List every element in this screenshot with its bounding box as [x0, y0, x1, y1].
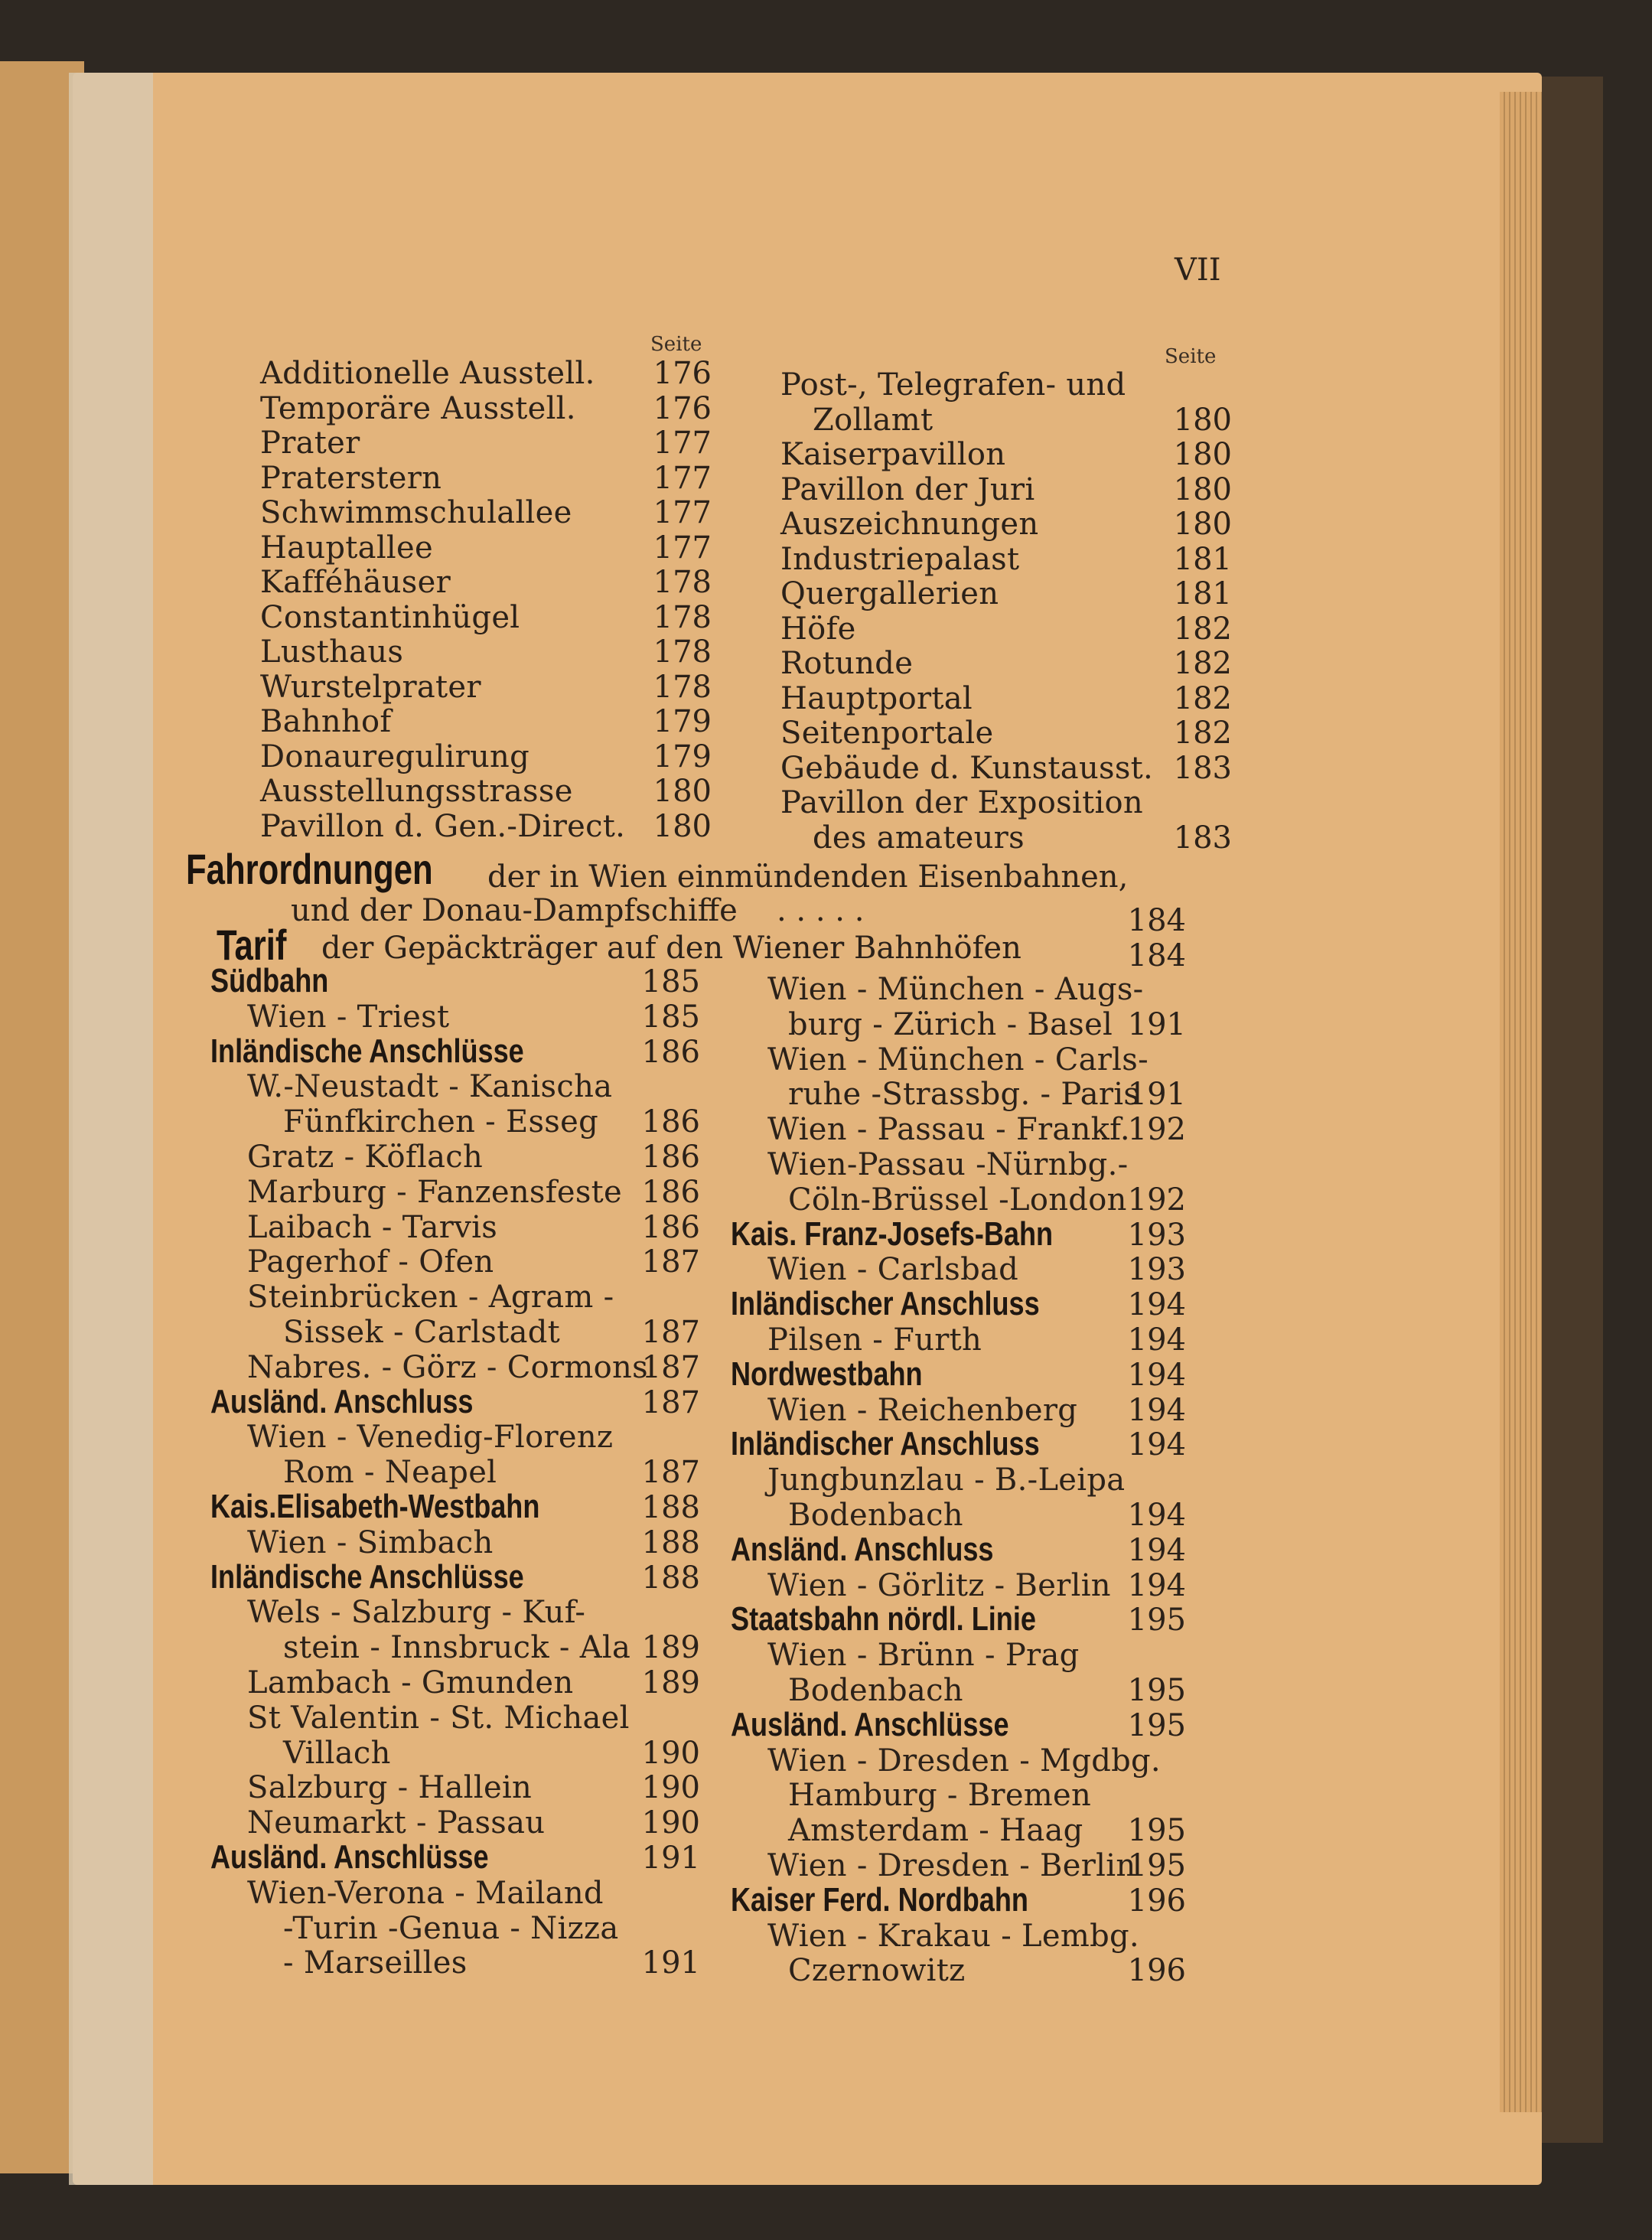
right-top-entry-label: Hauptportal: [780, 680, 973, 716]
left-top-entry-label: Ausstellungsstrasse: [260, 774, 573, 809]
right-bottom-entry-label: burg - Zürich - Basel: [788, 1006, 1113, 1042]
left-top-entry-label: Schwimmschulallee: [260, 495, 572, 530]
left-bottom-entry-label: -Turin -Genua - Nizza: [283, 1910, 619, 1946]
left-bottom-entry-label: Ausländ. Anschluss: [210, 1382, 474, 1420]
right-bottom-entry-label: Ausländ. Anschlüsse: [731, 1705, 1009, 1743]
left-top-entry-page: 178: [653, 669, 712, 705]
left-bottom-entry-page: 189: [641, 1630, 700, 1666]
left-bottom-entry-label: Neumarkt - Passau: [247, 1805, 546, 1841]
tarif-page: 184: [1127, 938, 1186, 973]
left-top-entry-page: 177: [653, 426, 712, 461]
right-top-entry-label: Zollamt: [813, 402, 934, 438]
right-top-entry-label: Pavillon der Exposition: [780, 785, 1143, 820]
right-bottom-entry-page: 195: [1127, 1673, 1186, 1708]
left-top-entry-label: Praterstern: [260, 460, 442, 496]
right-bottom-entry-label: Cöln-Brüssel -London: [788, 1182, 1127, 1218]
fahrordnungen-line1: der in Wien einmündenden Eisenbahnen,: [487, 859, 1129, 895]
left-bottom-entry-page: 187: [641, 1315, 700, 1350]
right-bottom-entry-page: 196: [1127, 1953, 1186, 1989]
left-bottom-entry-page: 185: [641, 999, 700, 1035]
right-top-entry-label: Post-, Telegrafen- und: [780, 367, 1126, 403]
right-bottom-entry-label: Bodenbach: [788, 1498, 963, 1533]
left-bottom-entry-page: 190: [641, 1735, 700, 1771]
left-bottom-entry-label: Inländische Anschlüsse: [210, 1557, 524, 1596]
right-bottom-entry-page: 192: [1127, 1182, 1186, 1218]
left-bottom-entry-page: 191: [641, 1945, 700, 1981]
fahrordnungen-line2: und der Donau-Dampfschiffe: [291, 893, 738, 928]
left-top-entry-page: 178: [653, 565, 712, 600]
left-bottom-entry-page: 187: [641, 1349, 700, 1385]
left-top-entry-label: Pavillon d. Gen.-Direct.: [260, 808, 626, 844]
right-bottom-entry-label: Wien - München - Augs-: [767, 972, 1144, 1007]
left-bottom-entry-label: Südbahn: [210, 962, 329, 999]
left-bottom-entry-label: Inländische Anschlüsse: [210, 1032, 524, 1070]
left-bottom-entry-label: Ausländ. Anschlüsse: [210, 1838, 489, 1876]
left-bottom-entry-label: Lambach - Gmunden: [247, 1665, 574, 1700]
right-top-entry-page: 180: [1173, 437, 1232, 472]
right-bottom-entry-page: 194: [1127, 1287, 1186, 1323]
right-bottom-entry-page: 193: [1127, 1252, 1186, 1288]
left-bottom-entry-page: 186: [641, 1034, 700, 1070]
left-bottom-entry-page: 186: [641, 1140, 700, 1175]
left-bottom-entry-page: 189: [641, 1665, 700, 1700]
right-cover-edge: [1542, 77, 1603, 2143]
right-bottom-entry-page: 194: [1127, 1498, 1186, 1533]
right-bottom-entry-page: 194: [1127, 1532, 1186, 1568]
right-bottom-entry-page: 196: [1127, 1883, 1186, 1919]
right-bottom-entry-page: 195: [1127, 1603, 1186, 1638]
right-bottom-entry-label: Inländischer Anschluss: [731, 1425, 1040, 1463]
right-top-entry-page: 182: [1173, 716, 1232, 751]
right-top-entry-page: 181: [1173, 541, 1232, 577]
left-top-entry-page: 177: [653, 495, 712, 530]
right-bottom-entry-label: Wien - Passau - Frankf.: [767, 1112, 1130, 1148]
left-bottom-entry-page: 187: [641, 1244, 700, 1280]
right-top-entry-page: 183: [1173, 820, 1232, 856]
right-bottom-entry-page: 191: [1127, 1006, 1186, 1042]
right-top-entry-label: Höfe: [780, 611, 856, 647]
right-top-entry-label: Auszeichnungen: [780, 507, 1039, 542]
right-top-entry-label: Gebäude d. Kunstausst.: [780, 750, 1154, 786]
left-top-entry-page: 176: [653, 356, 712, 391]
right-top-entry-label: Seitenportale: [780, 716, 994, 751]
right-bottom-entry-label: Pilsen - Furth: [767, 1322, 982, 1358]
left-bottom-entry-label: Nabres. - Görz - Cormons: [247, 1349, 648, 1385]
right-bottom-entry-page: 194: [1127, 1427, 1186, 1463]
right-bottom-entry-page: 194: [1127, 1322, 1186, 1358]
right-bottom-entry-page: 194: [1127, 1567, 1186, 1603]
right-top-entry-label: Quergallerien: [780, 576, 999, 611]
right-bottom-entry-page: 192: [1127, 1112, 1186, 1148]
left-bottom-entry-page: 190: [641, 1805, 700, 1841]
right-bottom-entry-label: Kais. Franz-Josefs-Bahn: [731, 1215, 1054, 1253]
right-top-entry-label: des amateurs: [813, 820, 1025, 856]
left-top-entry-page: 177: [653, 460, 712, 496]
spine-strip: [69, 73, 153, 2185]
right-bottom-entry-label: ruhe -Strassbg. - Paris: [788, 1077, 1140, 1113]
left-bottom-entry-label: Laibach - Tarvis: [247, 1209, 498, 1245]
left-bottom-entry-label: Wels - Salzburg - Kuf-: [247, 1595, 586, 1631]
right-top-entry-page: 183: [1173, 750, 1232, 786]
right-bottom-entry-label: Wien - München - Carls-: [767, 1042, 1149, 1078]
right-bottom-entry-page: 195: [1127, 1848, 1186, 1883]
right-top-entry-label: Industriepalast: [780, 541, 1020, 577]
left-bottom-entry-page: 190: [641, 1770, 700, 1806]
left-top-entry-page: 179: [653, 739, 712, 774]
right-bottom-entry-label: Kaiser Ferd. Nordbahn: [731, 1880, 1028, 1919]
left-top-entry-page: 176: [653, 390, 712, 426]
left-bottom-entry-page: 187: [641, 1455, 700, 1491]
left-top-entry-page: 178: [653, 599, 712, 635]
left-bottom-entry-label: Wien - Simbach: [247, 1524, 494, 1560]
right-bottom-entry-label: Wien - Dresden - Berlin: [767, 1848, 1136, 1883]
left-top-entry-label: Wurstelprater: [260, 669, 481, 705]
left-top-entry-page: 180: [653, 808, 712, 844]
right-bottom-entry-label: Nordwestbahn: [731, 1355, 923, 1393]
left-bottom-entry-label: Villach: [283, 1735, 391, 1771]
left-bottom-entry-page: 187: [641, 1384, 700, 1420]
left-top-entry-label: Constantinhügel: [260, 599, 520, 635]
left-bottom-entry-label: Fünfkirchen - Esseg: [283, 1104, 599, 1140]
right-top-entry-page: 182: [1173, 646, 1232, 681]
left-bottom-entry-label: Wien - Venedig-Florenz: [247, 1420, 614, 1456]
left-bottom-entry-label: Sissek - Carlstadt: [283, 1315, 561, 1350]
right-bottom-entry-page: 194: [1127, 1392, 1186, 1428]
right-top-entry-label: Pavillon der Juri: [780, 471, 1035, 507]
right-bottom-entry-label: Czernowitz: [788, 1953, 966, 1989]
fahrordnungen-page: 184: [1127, 903, 1186, 938]
left-bottom-entry-label: Marburg - Fanzensfeste: [247, 1174, 622, 1210]
fahrordnungen-dots: . . . . .: [777, 893, 865, 928]
page-number: VII: [1175, 253, 1221, 288]
right-bottom-entry-label: Jungbunzlau - B.-Leipa: [767, 1462, 1126, 1498]
seite-label-right: Seite: [1165, 345, 1217, 368]
left-bottom-entry-page: 188: [641, 1490, 700, 1525]
right-bottom-entry-label: Ansländ. Anschluss: [731, 1530, 994, 1568]
left-top-entry-label: Bahnhof: [260, 704, 392, 739]
right-bottom-entry-label: Wien - Reichenberg: [767, 1392, 1078, 1428]
right-bottom-entry-label: Staatsbahn nördl. Linie: [731, 1600, 1036, 1638]
right-bottom-entry-page: 195: [1127, 1707, 1186, 1743]
right-top-entry-page: 182: [1173, 680, 1232, 716]
left-bottom-entry-page: 191: [641, 1841, 700, 1876]
tarif-heading: Tarif: [217, 921, 287, 969]
left-top-entry-page: 179: [653, 704, 712, 739]
right-bottom-entry-label: Bodenbach: [788, 1673, 963, 1708]
seite-label-left: Seite: [650, 333, 702, 356]
left-top-entry-page: 177: [653, 530, 712, 566]
left-bottom-entry-label: Salzburg - Hallein: [247, 1770, 533, 1806]
left-top-entry-label: Prater: [260, 426, 360, 461]
right-bottom-entry-label: Wien - Brünn - Prag: [767, 1638, 1080, 1674]
right-bottom-entry-label: Hamburg - Bremen: [788, 1778, 1092, 1814]
left-top-entry-label: Kafféhäuser: [260, 565, 451, 600]
fahrordnungen-heading: Fahrordnungen: [186, 845, 433, 893]
right-bottom-entry-label: Amsterdam - Haag: [788, 1813, 1083, 1849]
right-bottom-entry-label: Wien - Görlitz - Berlin: [767, 1567, 1111, 1603]
right-top-entry-page: 181: [1173, 576, 1232, 611]
left-top-entry-label: Lusthaus: [260, 634, 404, 670]
right-top-entry-page: 182: [1173, 611, 1232, 647]
left-bottom-entry-page: 186: [641, 1174, 700, 1210]
right-top-entry-page: 180: [1173, 402, 1232, 438]
left-bottom-entry-label: Kais.Elisabeth-Westbahn: [210, 1488, 540, 1525]
left-top-entry-label: Donauregulirung: [260, 739, 530, 774]
left-bottom-entry-label: Wien-Verona - Mailand: [247, 1875, 604, 1911]
tarif-text: der Gepäckträger auf den Wiener Bahnhöfen: [321, 931, 1022, 966]
left-bottom-entry-label: W.-Neustadt - Kanischa: [247, 1069, 613, 1105]
right-top-entry-page: 180: [1173, 507, 1232, 542]
left-bottom-entry-label: Gratz - Köflach: [247, 1140, 484, 1175]
right-bottom-entry-label: Wien - Krakau - Lembg.: [767, 1918, 1139, 1954]
right-bottom-entry-label: Wien - Dresden - Mgdbg.: [767, 1743, 1161, 1779]
left-bottom-entry-label: Rom - Neapel: [283, 1455, 497, 1491]
left-bottom-entry-label: Steinbrücken - Agram -: [247, 1280, 614, 1316]
left-bottom-entry-page: 186: [641, 1209, 700, 1245]
left-bottom-entry-page: 186: [641, 1104, 700, 1140]
left-bottom-entry-label: Pagerhof - Ofen: [247, 1244, 494, 1280]
left-top-entry-label: Additionelle Ausstell.: [260, 356, 595, 391]
left-bottom-entry-label: - Marseilles: [283, 1945, 468, 1981]
left-bottom-entry-page: 188: [641, 1524, 700, 1560]
right-bottom-entry-page: 194: [1127, 1357, 1186, 1393]
left-top-entry-label: Temporäre Ausstell.: [260, 390, 576, 426]
right-top-entry-label: Kaiserpavillon: [780, 437, 1006, 472]
left-top-entry-page: 178: [653, 634, 712, 670]
left-top-entry-page: 180: [653, 774, 712, 809]
right-bottom-entry-label: Inländischer Anschluss: [731, 1285, 1040, 1323]
right-bottom-entry-page: 193: [1127, 1217, 1186, 1253]
right-bottom-entry-page: 191: [1127, 1077, 1186, 1113]
right-top-entry-page: 180: [1173, 471, 1232, 507]
left-bottom-entry-label: St Valentin - St. Michael: [247, 1700, 630, 1736]
left-bottom-entry-label: stein - Innsbruck - Ala: [283, 1630, 631, 1666]
left-top-entry-label: Hauptallee: [260, 530, 433, 566]
left-bottom-entry-page: 185: [641, 964, 700, 999]
left-bottom-entry-page: 188: [641, 1560, 700, 1596]
page-edges: [1500, 92, 1542, 2112]
right-bottom-entry-page: 195: [1127, 1813, 1186, 1849]
left-bottom-entry-label: Wien - Triest: [247, 999, 450, 1035]
right-top-entry-label: Rotunde: [780, 646, 914, 681]
right-bottom-entry-label: Wien - Carlsbad: [767, 1252, 1019, 1288]
right-bottom-entry-label: Wien-Passau -Nürnbg.-: [767, 1147, 1129, 1182]
